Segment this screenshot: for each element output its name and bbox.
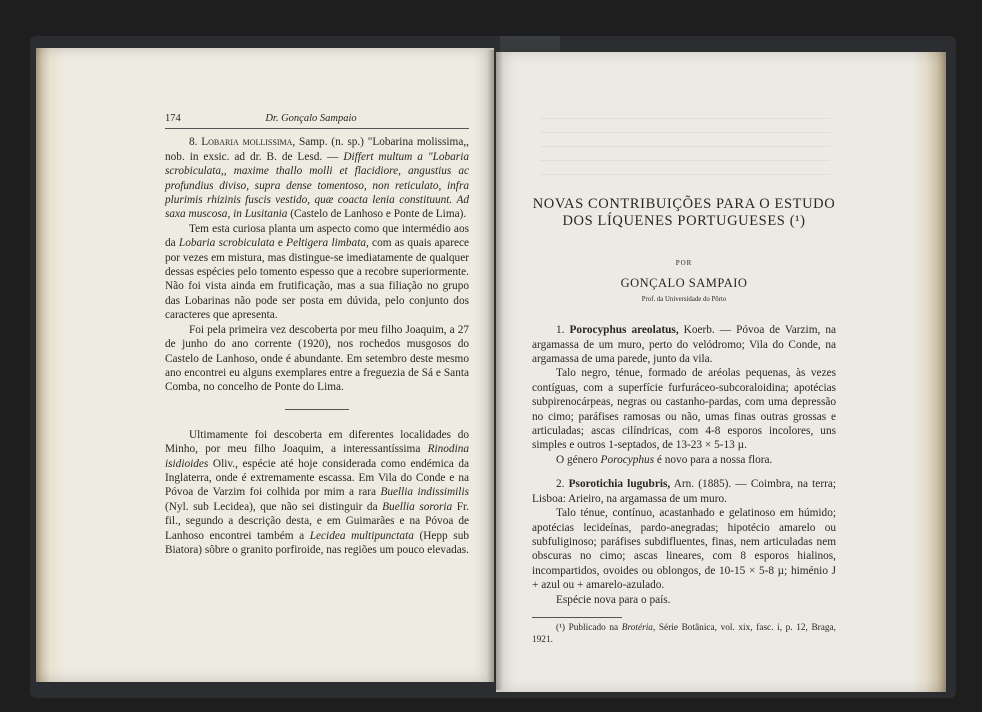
page-number: 174	[165, 113, 181, 124]
entry-porocyphus-genus: O género Porocyphus é novo para a nossa flora.	[556, 453, 773, 466]
right-page	[532, 196, 836, 646]
entry-psorotichia: 2. Psorotichia lugubris, Arn. (1885). — Coimbra, na terra; Lisboa: Arieiro, na argamassa de um muro.	[532, 478, 836, 505]
entry-psorotichia-description: Talo ténue, contínuo, acastanhado e gelatinoso em húmido; apotécias lecideínas, pardo-anegradas; hipotécio amarelo ou subfuliginoso; paráfises subdifluentes, finas, nem articuladas nem obscuras no cimo; ascas lineares, com 8 esporos hialinos, incompartidos, ovoides ou oblongos, de 10-15 × 5-8 µ; himénio J + azul ou + amarelo-azulado.	[532, 507, 836, 592]
paragraph-discovery: Foi pela primeira vez descoberta por meu filho Joaquim, a 27 de junho do ano corrente (1920), nos rochedos musgosos do Castelo de Lanhoso, onde é abundante. Em setembro deste mesmo ano encontrei eu alguns exemplares entre a freguezia de Sá e Santa Comba, no concelho de Ponte do Lima.	[165, 323, 469, 394]
byline-por: POR	[675, 259, 693, 267]
left-page	[165, 112, 469, 557]
footnote-rule	[532, 617, 622, 618]
entry-porocyphus-description: Talo negro, ténue, formado de aréolas pequenas, às vezes contíguas, com a superfície furfuráceo-subcoraloidina; apotécias subpirenocárpeas, negras ou castanho-pardas, com uma depressão no cimo; paráfises ramosas ou não, umas finas outras grossas e articuladas; ascas cilíndricas, com 4-8 esporos incolores, uns simples e outros 1-septados, de 13-23 × 5-13 µ.	[532, 367, 836, 452]
paragraph-minho: Ultimamente foi descoberta em diferentes localidades do Minho, por meu filho Joaquim, a interessantíssima Rinodina isidioides Oliv., espécie até hoje considerada como endémica da Inglaterra, onde é extremamente escassa. Em Vila do Conde e na Póvoa de Varzim foi colhida por mim a rara Buellia indissimilis (Nyl. sub Lecidea), que não sei distinguir da Buellia sororia Fr. fil., segundo a descrição desta, e em Guimarães e na Póvoa de Lanhoso encontrei também a Lecidea multipunctata (Hepp sub Biatora) sôbre o granito porfiroide, nas regiões um pouco elevadas.	[165, 428, 470, 556]
running-head	[165, 112, 469, 129]
paragraph-description: Tem esta curiosa planta um aspecto como que intermédio aos da Lobaria scrobiculata e Peltigera limbata, com as quais aparece por vezes em mistura, mas distingue-se imediatamente de qualquer dessas espécies pelo tomento espesso que a recobre superiormente. Não foi vista ainda em frutificação, mas a sua filiação no grupo das Lobarinas não pode ser posta em dúvida, pelo conjunto dos caracteres que apresenta.	[165, 222, 469, 322]
entry-psorotichia-note: Espécie nova para o país.	[556, 593, 671, 606]
running-head-author: Dr. Gonçalo Sampaio	[265, 113, 357, 124]
book-gutter	[487, 50, 503, 690]
article-author: GONÇALO SAMPAIO	[620, 276, 748, 291]
author-affiliation: Prof. da Universidade do Pôrto	[641, 295, 727, 303]
section-divider	[285, 409, 349, 410]
paragraph-lobaria: 8. Lobaria mollissima, Samp. (n. sp.) "Lobarina molissima,, nob. in exsic. ad dr. B. de Lesd. — Differt multum a "Lobaria scrobiculata,, maxime thallo molli et flacidiore, angustius ac profundius diviso, supra dense tomentoso, non reticulato, infra plurimis rhizinis fuscis vestido, quæ coacta lenia constituunt. Ad saxa muscosa, in Lusitania (Castelo de Lanhoso e Ponte de Lima).	[165, 136, 469, 221]
entry-porocyphus: 1. Porocyphus areolatus, Koerb. — Póvoa de Varzim, na argamassa de um muro, perto do velódromo; Vila do Conde, na argamassa de uma parede, junto da vila.	[532, 324, 837, 366]
footnote: (¹) Publicado na Brotéria, Série Botânica, vol. xix, fasc. i, p. 12, Braga, 1921.	[532, 622, 836, 645]
show-through-text	[540, 118, 830, 178]
article-title: NOVAS CONTRIBUIÇÕES PARA O ESTUDO DOS LÍQUENES PORTUGUESES (¹)	[532, 196, 836, 229]
